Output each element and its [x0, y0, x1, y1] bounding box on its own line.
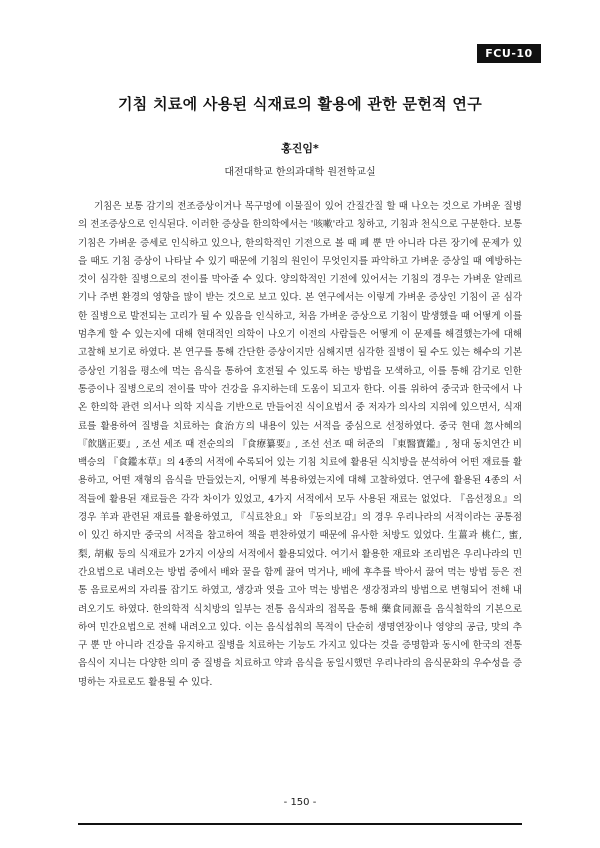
- page-number: - 150 -: [283, 797, 317, 808]
- abstract-body: [78, 198, 522, 692]
- abstract-text: 기침은 보통 감기의 전조증상이거나 목구멍에 이물질이 있어 간질간질 할 때 나오는 것으로 가벼운 질병의 전조증상으로 인식된다. 이러한 증상을 한의학에서는 '咳嗽'라고 칭하고, 기침과 천식으로 구분한다. 보통 기침은 가벼운 증세로 인식하고 있으나, 한의학적인 기전으로 볼 때 폐 뿐 만 아니라 다른 장기에 문제가 있을 때도 기침 증상이 나타날 수 있기 때문에 기침의 원인이 무엇인지를 파악하고 가벼운 증상일 때 예방하는 것이 심각한 질병으로의 전이를 막아줄 수 있다. 양의학적인 기전에 있어서는 기침의 경우는 가벼운 알레르기나 주변 환경의 영향을 많이 받는 것으로 보고 있다. 본 연구에서는 이렇게 가벼운 증상인 기침이 곧 심각한 질병으로 발전되는 고리가 될 수 있음을 인식하고, 처음 가벼운 증상으로 기침이 발생했을 때 어떻게 이를 멈추게 할 수 있는지에 대해 현대적인 의학이 나오기 이전의 사람들은 어떻게 이 문제를 해결했는가에 대해 고찰해 보기로 하였다. 본 연구를 통해 간단한 증상이지만 심해지면 심각한 질병이 될 수도 있는 해수의 기본 증상인 기침을 평소에 먹는 음식을 통하여 호전될 수 있도록 하는 방법을 모색하고, 이를 통해 감기로 인한 통증이나 질병으로의 전이를 막아 건강을 유지하는데 도움이 되고자 한다. 이를 위하여 중국과 한국에서 나온 한의학 관련 의서나 의학 지식을 기반으로 만들어진 식이요법서 중 저자가 의사의 지위에 있으면서, 식재료를 활용하여 질병을 치료하는 食治方의 내용이 있는 서적을 중심으로 선정하였다. 중국 현대 忽사혜의 『飮膳正要』, 조선 세조 때 전순의의 『食療纂要』, 조선 선조 때 허준의 『東醫寶鑑』, 청대 동치연간 비백승의 『食鑑本草』의 4종의 서적에 수록되어 있는 기침 치료에 활용된 식치방을 분석하여 어떤 재료를 활용하고, 어떤 재형의 음식을 만들었는지, 어떻게 복용하였는지에 대해 고찰하였다. 연구에 활용된 4종의 서적들에 활용된 재료들은 각각 차이가 있었고, 4가지 서적에서 모두 사용된 재료는 없었다. 『음선정요』의 경우 羊과 관련된 재료를 활용하였고, 『식료찬요』와 『동의보감』의 경우 우리나라의 서적이라는 공통점이 있긴 하지만 중국의 서적을 참고하여 책을 편찬하였기 때문에 유사한 처방도 있었다. 生薑과 桃仁, 蜜, 梨, 胡椒 등의 식재료가 2가지 이상의 서적에서 활용되었다. 여기서 활용한 재료와 조리법은 우리나라의 민간요법으로 내려오는 방법 중에서 배와 꿀을 함께 끓여 먹거나, 배에 후추를 박아서 끓여 먹는 방법 등은 전통 음료로써의 자리를 잡기도 하였고, 생강과 엿을 고아 먹는 방법은 생강정과의 방법으로 변형되어 전해 내려오기도 하였다. 한의학적 식치방의 일부는 전통 음식과의 접목을 통해 藥食同源을 음식철학의 기본으로 하여 민간요법으로 전해 내려오고 있다. 이는 음식섭취의 목적이 단순히 생명연장이나 영양의 공급, 맛의 추구 뿐 만 아니라 건강을 유지하고 질병을 치료하는 기능도 가지고 있다는 것을 증명함과 동시에 한국의 전통음식이 지니는 다양한 의미 중 질병을 치료하고 약과 음식을 동일시했던 우리나라의 음식문화의 우수성을 증명하는 자료로도 활용될 수 있다.: [78, 201, 522, 688]
- session-code-badge: FCU-10: [477, 44, 541, 63]
- footer-rule: [78, 823, 522, 825]
- author-affiliation: 대전대학교 한의과대학 원전학교실: [224, 167, 376, 178]
- paper-title: 기침 치료에 사용된 식재료의 활용에 관한 문헌적 연구: [117, 95, 483, 113]
- author-name: 홍진임*: [281, 142, 319, 155]
